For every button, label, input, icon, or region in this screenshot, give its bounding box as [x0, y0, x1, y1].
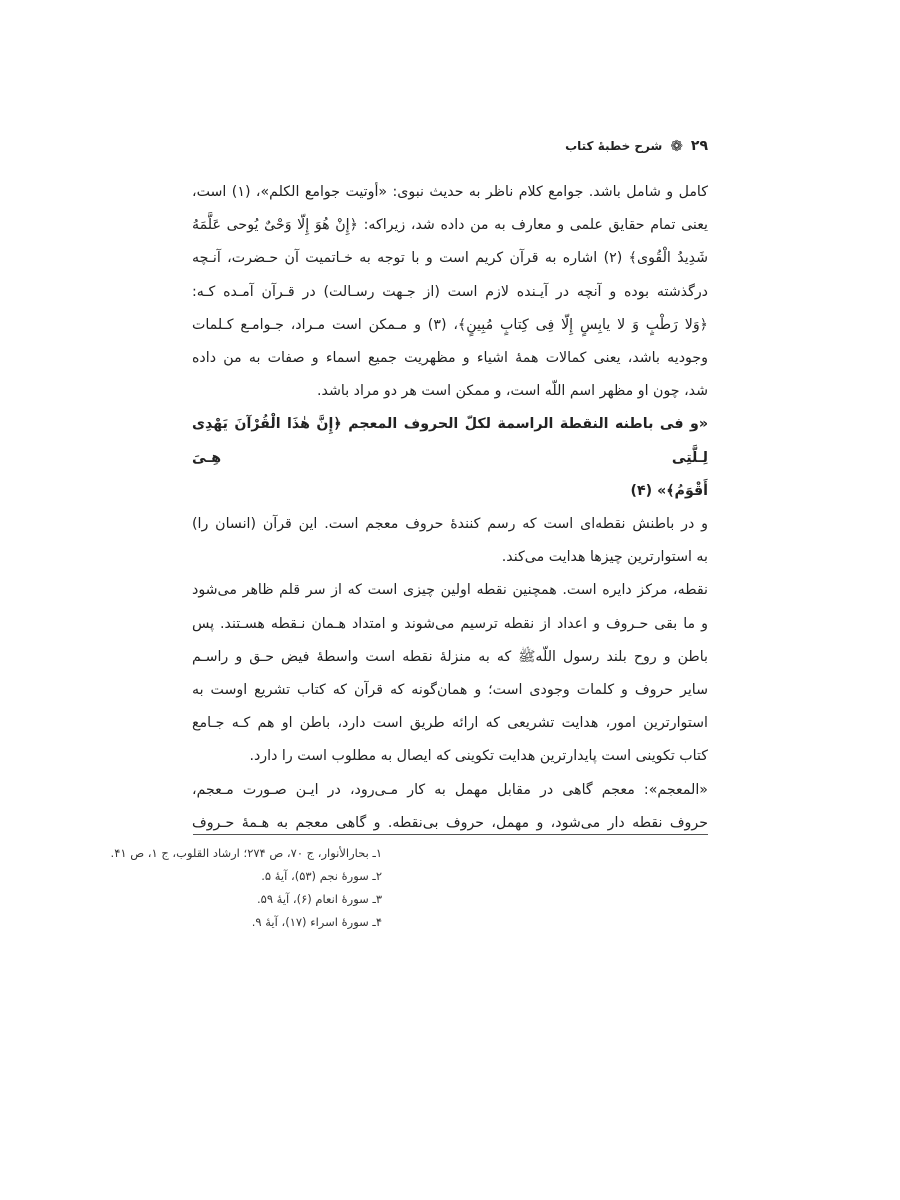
paragraph-1: [192, 176, 708, 408]
text-line: یعنی تمام حقایق علمی و معارف به من داده شد، زیراکه: ﴿إِنْ هُوَ إِلّا وَحْیٌ یُوحی عَلَّمَهُ: [192, 217, 708, 234]
text-line: و در باطنش نقطه‌ای است که رسم کنندهٔ حروف معجم است. این قرآن (انسان را): [192, 516, 708, 533]
text-line: درگذشته بوده و آنچه در آیـنده لازم است (از جـهت رسـالت) در قـرآن آمـده کـه:: [192, 283, 708, 300]
page-number: ۲۹: [690, 138, 708, 154]
quote-line: أَقْوَمُ﴾» (۴): [630, 482, 708, 499]
main-text: [192, 176, 708, 840]
footnote-item: ۳ـ سورهٔ انعام (۶)، آیهٔ ۵۹.: [256, 892, 382, 906]
paragraph-3: [192, 508, 708, 574]
paragraph-4: [192, 574, 708, 773]
footnotes: [2, 842, 382, 934]
text-line: و ما بقی حـروف و اعداد از نقطه ترسیم می‌شوند و امتداد هـمان نـقطه هسـتند. پس: [192, 615, 708, 632]
running-title: شرح خطبهٔ کتاب: [565, 139, 663, 153]
text-line: باطن و روح بلند رسول اللّهﷺ که به منزلهٔ نقطه است واسطهٔ فیض حـق و راسـم: [192, 648, 708, 665]
text-line: نقطه، مرکز دایره است. همچنین نقطه اولین چیزی است که از سر قلم ظاهر می‌شود: [192, 582, 708, 599]
running-header: [565, 138, 708, 154]
flower-ornament-icon: ❁: [670, 136, 683, 155]
text-line: کتاب تکوینی است پایدارترین هدایت تکوینی که ایصال به مطلوب است را دارد.: [249, 748, 708, 765]
text-line: شَدِیدُ الْقُوی﴾ (۲) اشاره به قرآن کریم است و با توجه به خـاتمیت آن حـضرت، آنـچه: [192, 250, 708, 267]
text-line: سایر حروف و کلمات وجودی است؛ و همان‌گونه که قرآن که کتاب تشریع اوست به: [192, 682, 708, 699]
text-line: ﴿وَلا رَطْبٍ وَ لا یابِسٍ إِلّا فِی کِتابٍ مُبِینٍ﴾، (۳) و مـمکن است مـراد، جـوامـع کـلمات: [192, 316, 708, 333]
text-line: حروف نقطه دار می‌شود، و مهمل، حروف بی‌نقطه. و گاهی معجم به هـمهٔ حـروف: [192, 814, 708, 831]
text-line: «المعجم»: معجم گاهی در مقابل مهمل به کار مـی‌رود، در ایـن صـورت مـعجم،: [192, 781, 708, 798]
text-line: استوارترین امور، هدایت تشریعی که ارائه طریق است دارد، باطن او هم کـه جـامع: [192, 715, 708, 732]
paragraph-5: [192, 774, 708, 840]
text-line: شد، چون او مظهر اسم اللّه است، و ممکن است هر دو مراد باشد.: [317, 383, 708, 400]
text-line: به استوارترین چیزها هدایت می‌کند.: [501, 549, 708, 566]
paragraph-2-quote: [192, 408, 708, 508]
footnote-item: ۲ـ سورهٔ نجم (۵۳)، آیهٔ ۵.: [261, 869, 382, 883]
quote-line: «و فی باطنه النقطة الراسمة لکلّ الحروف المعجم ﴿إِنَّ هٰذَا الْقُرْآنَ یَهْدِی لِـلَّتِی هِـیَ: [192, 416, 708, 466]
footnote-divider: [193, 834, 708, 835]
text-line: وجودیه باشد، یعنی کمالات همهٔ اشیاء و مظهریت جمیع اسماء و صفات به من داده: [192, 350, 708, 367]
footnote-item: ۱ـ بحارالأنوار، ج ۷۰، ص ۲۷۴؛ ارشاد القلوب، ج ۱، ص ۴۱.: [110, 846, 382, 860]
footnote-item: ۴ـ سورهٔ اسراء (۱۷)، آیهٔ ۹.: [251, 915, 382, 929]
text-line: کامل و شامل باشد. جوامع کلام ناظر به حدیث نبوی: «أوتیت جوامع الکلم»، (۱) است،: [192, 184, 708, 200]
